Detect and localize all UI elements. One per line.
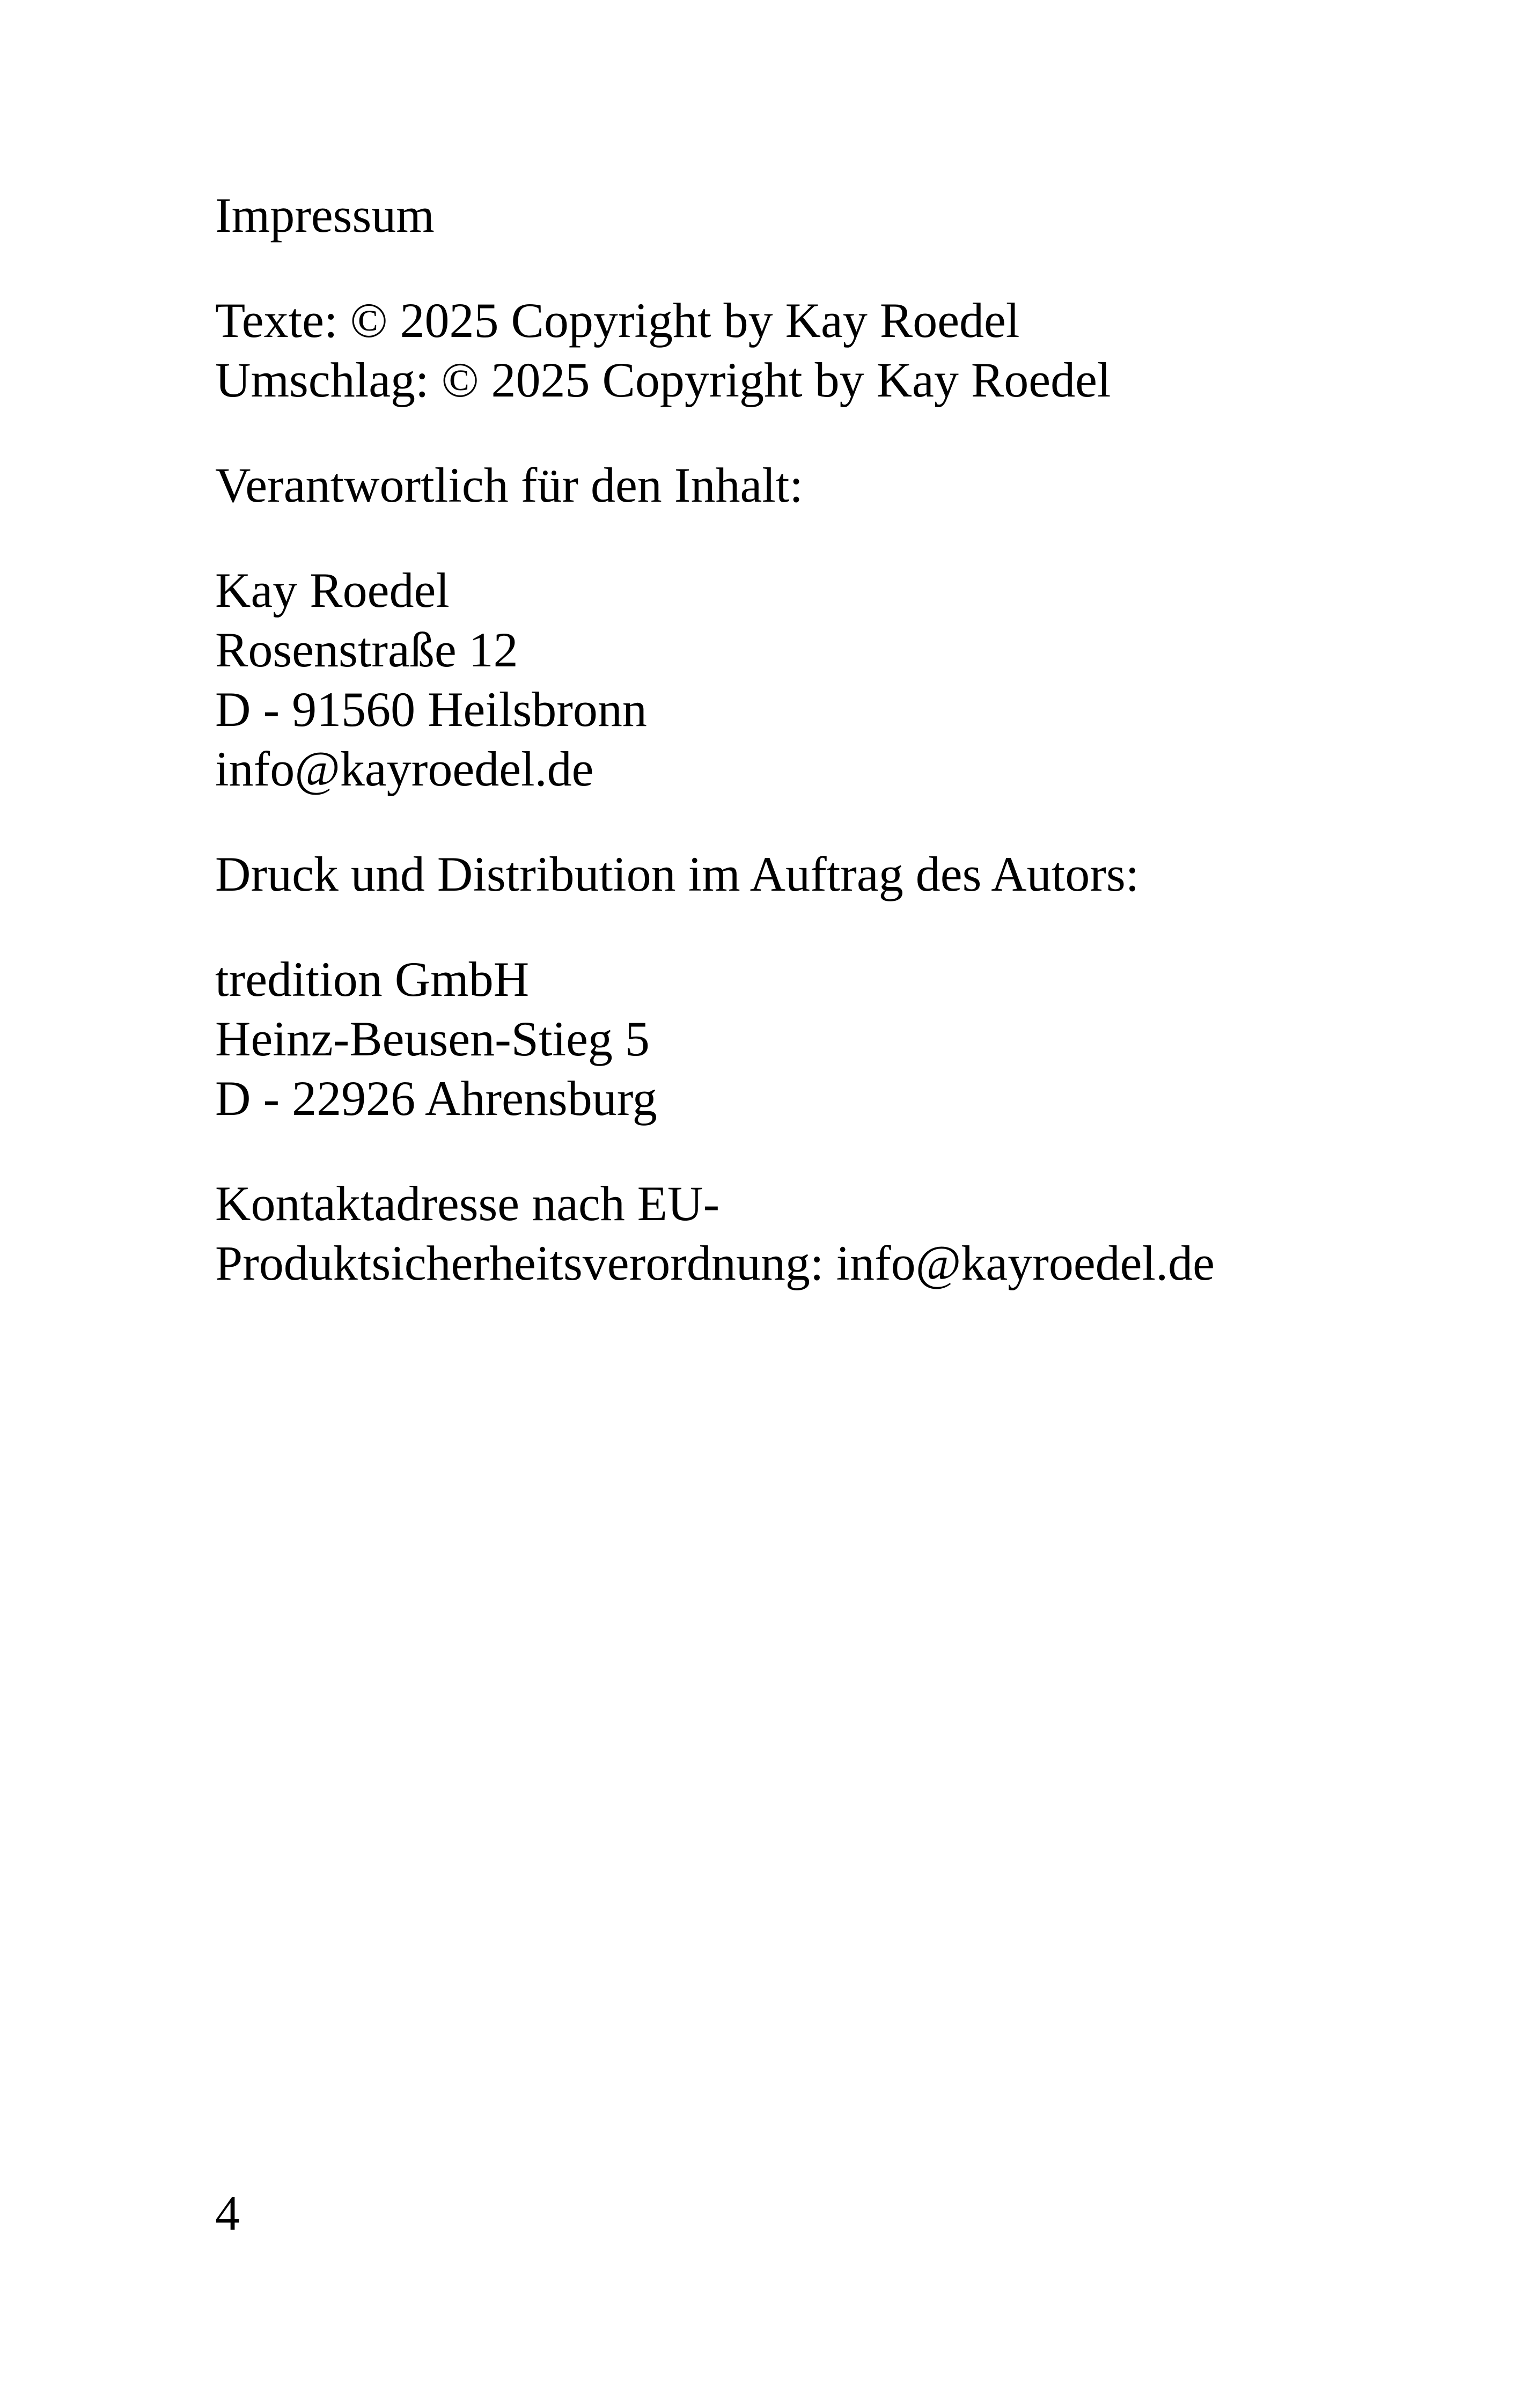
responsible-street: Rosenstraße 12	[215, 622, 518, 677]
copyright-cover: Umschlag: © 2025 Copyright by Kay Roedel	[215, 353, 1111, 407]
imprint-heading-block	[215, 186, 1342, 245]
contact-block	[215, 1174, 1342, 1293]
page-number: 4	[215, 2186, 240, 2241]
responsible-city: D - 91560 Heilsbronn	[215, 682, 647, 737]
distribution-address-block	[215, 950, 1342, 1128]
responsible-label-block	[215, 456, 1342, 515]
responsible-label: Verantwortlich für den Inhalt:	[215, 458, 803, 512]
distribution-city: D - 22926 Ahrensburg	[215, 1071, 657, 1126]
distribution-company: tredition GmbH	[215, 952, 530, 1007]
contact-line-1: Kontaktadresse nach EU-	[215, 1176, 720, 1231]
distribution-street: Heinz-Beusen-Stieg 5	[215, 1011, 650, 1066]
copyright-texts: Texte: © 2025 Copyright by Kay Roedel	[215, 293, 1020, 348]
contact-line-2: Produktsicherheitsverordnung: info@kayroedel.de	[215, 1236, 1215, 1290]
distribution-label-block	[215, 845, 1342, 904]
responsible-address-block	[215, 561, 1342, 799]
distribution-label: Druck und Distribution im Auftrag des Autors:	[215, 847, 1140, 901]
responsible-email: info@kayroedel.de	[215, 742, 594, 796]
imprint-content	[215, 186, 1342, 1339]
imprint-heading: Impressum	[215, 188, 435, 243]
copyright-block	[215, 291, 1342, 410]
responsible-name: Kay Roedel	[215, 563, 450, 618]
